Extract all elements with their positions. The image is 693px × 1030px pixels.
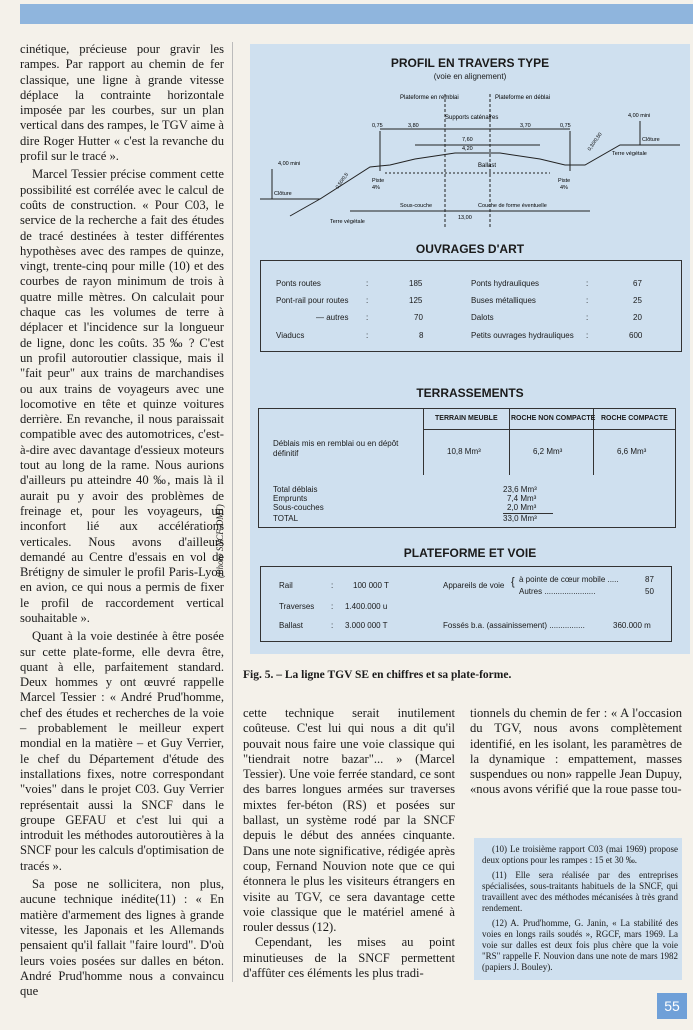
paragraph: cinétique, précieuse pour gravir les rampes. Par rapport au chemin de fer classique, une ligne à grande vitesse déplace la contrainte horizontale imposée par les courbes, sur un plan vertical dans des rampes, le TGV aime à dire Roger Hutter « c'est la revanche du profil sur le tracé ».	[20, 42, 224, 164]
ouvrage-value: 67	[633, 279, 642, 288]
ballast-label: Ballast	[279, 621, 304, 630]
autres-label: Autres .......................	[519, 587, 596, 596]
ouvrage-label: Petits ouvrages hydrauliques	[471, 331, 574, 340]
separator: :	[586, 313, 589, 322]
paragraph: Quant à la voie destinée à être posée sur cette plate-forme, elle devra être, quant à elle, parfaitement standard. Deux hommes y ont œuvré rappelle Marcel Tessier : « André Prud'homme, chef des études et recherches de la voie – probablement le meilleur expert mondial en la matière – et Guy Verrier, le chef du Département d'étude des installations fixes, notre correspondant "voies" dans le projet C03. Guy Verrier représentait aussi la SNCF dans le groupe GEFAU et c'est lui qui a introduit les méthodes autoroutières à la SNCF pour les calculs d'optimisation de tracés ».	[20, 629, 224, 873]
table-rule	[423, 409, 424, 475]
page-number: 55	[657, 993, 687, 1019]
paragraph: Sa pose ne sollicitera, non plus, aucune technique inédite(11) : « En matière d'armement des lignes à grande vitesse, les Japonais et les Allemands pensaient qu'il fallait "faire lourd". D'où leurs voies posées sur dalles en béton. André Prud'homme nous a convaincu que	[20, 877, 224, 999]
label-mini-left: 4,00 mini	[278, 161, 301, 167]
column-header: ROCHE NON COMPACTE	[511, 415, 596, 422]
fosses-label: Fossés b.a. (assainissement) ................	[443, 621, 585, 630]
column-header: TERRAIN MEUBLE	[435, 415, 498, 422]
figure-panel	[250, 44, 690, 654]
ouvrage-label: Buses métalliques	[471, 296, 536, 305]
paragraph: Cependant, les mises au point minutieuses de la SNCF permettent d'affûter ces éléments les plus tradi-	[243, 935, 455, 981]
rail-value: 100 000 T	[353, 581, 389, 590]
ouvrage-value: 70	[414, 313, 423, 322]
label-remblai: Plateforme en remblai	[400, 95, 459, 101]
ouvrage-value: 185	[409, 279, 423, 288]
cell-value: 6,6 Mm³	[617, 447, 647, 456]
autres-value: 50	[645, 587, 654, 596]
brace: {	[511, 576, 515, 588]
label-sous-couche: Sous-couche	[400, 203, 433, 209]
pct-right: 4%	[560, 185, 568, 191]
table-rule	[423, 429, 675, 430]
dim-075b: 0,75	[560, 123, 571, 129]
coeur-value: 87	[645, 575, 654, 584]
footnote: (10) Le troisième rapport C03 (mai 1969) propose deux options pour les rampes : 15 et 30 ‰.	[482, 844, 678, 865]
total-label: Sous-couches	[273, 503, 324, 512]
dim-370: 3,70	[520, 123, 531, 129]
column-header: ROCHE COMPACTE	[601, 415, 668, 422]
fosses-value: 360.000 m	[613, 621, 651, 630]
separator: :	[331, 621, 334, 630]
ouvrages-box	[260, 260, 682, 352]
ouvrage-label: Ponts hydrauliques	[471, 279, 540, 288]
total-value: 33,0 Mm³	[503, 514, 537, 523]
appareils-label: Appareils de voie	[443, 581, 505, 590]
label-slope-right: 0,30/0,50	[586, 131, 604, 153]
dim-1300: 13,00	[458, 215, 472, 221]
ouvrage-value: 25	[633, 296, 642, 305]
ouvrage-label: Pont-rail pour routes	[276, 296, 349, 305]
footnote: (11) Elle sera réalisée par des entreprises spécialisées, sous-traitants habituels de la SNCF, qui travaillent avec des méthodes mécanisées à très grand rendement.	[482, 870, 678, 913]
separator: :	[366, 279, 369, 288]
ouvrage-value: 125	[409, 296, 423, 305]
dim-760: 7,60	[462, 137, 473, 143]
dim-420: 4,20	[462, 146, 473, 152]
paragraph: tionnels du chemin de fer : « A l'occasion du TGV, nous avons complètement identifié, en les isolant, les paramètres de la dynamique : empattement, masses suspendues ou non» rappelle Jean Dupuy, «nous avons vérifié que la roue passe tou-	[470, 706, 682, 797]
total-label: Total déblais	[273, 485, 318, 494]
separator: :	[331, 602, 334, 611]
total-value: 23,6 Mm³	[503, 485, 537, 494]
ballast-value: 3.000 000 T	[345, 621, 388, 630]
ouvrage-label: Dalots	[471, 313, 494, 322]
total-label: TOTAL	[273, 514, 299, 523]
dim-380: 3,80	[408, 123, 419, 129]
label-supports: Supports caténaires	[445, 115, 499, 121]
separator: :	[586, 296, 589, 305]
label-couche-forme: Couche de forme éventuelle	[478, 203, 547, 209]
row-label: Déblais mis en remblai ou en dépôt définitif	[273, 439, 399, 458]
photo-credit: (Photo SNCF-DMT)	[215, 504, 225, 578]
coeur-label: à pointe de cœur mobile .....	[519, 575, 619, 584]
label-deblai: Plateforme en déblai	[495, 95, 551, 101]
label-mini-right: 4,00 mini	[628, 113, 651, 119]
total-value: 2,0 Mm³	[507, 503, 537, 512]
footnotes	[474, 838, 682, 980]
paragraph: Marcel Tessier précise comment cette possibilité est corrélée avec le calcul de coûts de construction. « Pour C03, le service de la recherche a fait des études de tracé destinées à tester différentes hypothèses avec des rampes de quinze, vingt, trente-cinq pour mille (10) et des courbes de rayon minimum de trois à quatre mille mètres. On calculait pour chaque cas les volumes de terre à déplacer et l'incidence sur la longueur de ligne, donc les coûts. 35 ‰ ? C'est un profil autoroutier classique, mais il "fait peur" aux trains de marchandises ou aux trains de voyageurs avec une locomotive en tête et quinze voitures derrière. En revanche, il nous paraissait compatible avec des automotrices, c'est-à-dire avec davantage d'essieux moteurs tout au long de la rame. Nous aurions d'ailleurs pu atteindre 40 ‰, mais là il aurait pu y avoir des problèmes de freinage et, pour les voyageurs, un inconfort lié aux accélérations verticales. Nous avons d'ailleurs demandé au Centre d'essais en vol de Brétigny de simuler le profil Paris-Lyon en avion, ce qui nous a permis de fixer le profil de raccordement vertical souhaitable ».	[20, 167, 224, 625]
ouvrages-title: OUVRAGES D'ART	[415, 242, 525, 256]
table-rule	[509, 409, 510, 475]
label-piste-right: Piste	[558, 178, 571, 184]
dim-075a: 0,75	[372, 123, 383, 129]
traverses-value: 1.400.000 u	[345, 602, 388, 611]
terrassements-box	[258, 408, 676, 528]
separator: :	[586, 331, 589, 340]
separator: :	[331, 581, 334, 590]
label-terre-left: Terre végétale	[330, 219, 365, 225]
text-column-2	[243, 706, 455, 981]
ouvrage-value: 8	[419, 331, 424, 340]
text-column-3	[470, 706, 682, 798]
separator: :	[586, 279, 589, 288]
plateforme-title: PLATEFORME ET VOIE	[403, 546, 537, 560]
label-cloture-left: Clôture	[274, 191, 292, 197]
cell-value: 10,8 Mm³	[447, 447, 481, 456]
total-value: 7,4 Mm³	[507, 494, 537, 503]
text-column-1	[20, 42, 224, 999]
terrassements-title: TERRASSEMENTS	[416, 386, 524, 400]
label-piste-left: Piste	[372, 178, 385, 184]
separator: :	[366, 331, 369, 340]
ouvrage-value: 20	[633, 313, 642, 322]
label-cloture-right: Clôture	[642, 137, 660, 143]
pct-left: 4%	[372, 185, 380, 191]
cross-section-diagram	[250, 89, 690, 239]
traverses-label: Traverses	[279, 602, 315, 611]
ouvrage-label: — autres	[316, 313, 349, 322]
label-ballast: Ballast	[478, 163, 497, 169]
label-slope-left: 0,50/0,5	[334, 171, 351, 191]
paragraph: cette technique serait inutilement coûteuse. C'est lui qui nous a dit qu'il pouvait nous faire une voie classique qui "tiendrait notre bazar"... » (Marcel Tessier). Une voie ferrée standard, ce sont des barres longues armées sur traverses mixtes fer-béton (RS) et posées sur ballast, un système rodé par la SNCF depuis le début des années cinquante. Dans une note significative, rédigée après coup, Fernand Nouvion note que ce qui étonnera le plus les visiteurs étrangers en visite au TGV, ce sera davantage cette voie classique que le matériel amené à rouler dessus (12).	[243, 706, 455, 935]
separator: :	[366, 313, 369, 322]
figure-caption: Fig. 5. – La ligne TGV SE en chiffres et sa plate-forme.	[243, 669, 512, 681]
profil-title: PROFIL EN TRAVERS TYPE	[390, 56, 550, 70]
separator: :	[366, 296, 369, 305]
ouvrage-label: Ponts routes	[276, 279, 321, 288]
ouvrage-value: 600	[629, 331, 643, 340]
header-bar	[20, 4, 693, 24]
rail-label: Rail	[279, 581, 293, 590]
column-divider	[232, 42, 233, 982]
profil-subtitle: (voie en alignement)	[433, 72, 507, 81]
cell-value: 6,2 Mm³	[533, 447, 563, 456]
plateforme-box	[260, 566, 672, 642]
label-terre-right: Terre végétale	[612, 151, 647, 157]
total-label: Emprunts	[273, 494, 308, 503]
ouvrage-label: Viaducs	[276, 331, 305, 340]
footnote: (12) A. Prud'homme, G. Janin, « La stabilité des voies en longs rails soudés », RGCF, mars 1969. La voie sur dalles est deux fois plus chère que la voie "RS" rappelle F. Nouvion dans une note de mars 1982 (papiers J. Bouley).	[482, 918, 678, 972]
